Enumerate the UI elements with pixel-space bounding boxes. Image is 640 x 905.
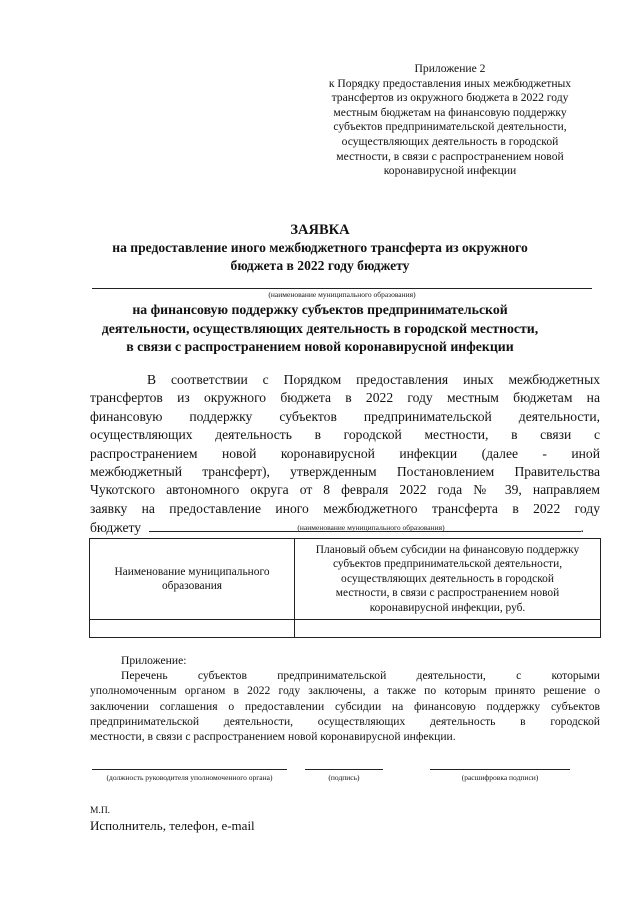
header-line: субъектов предпринимательской деятельности,: [332, 558, 563, 571]
body-line: финансовую поддержку субъектов предпринимательской деятельности,: [90, 408, 600, 424]
column-header-subsidy-amount: [295, 539, 601, 620]
appendix-line: к Порядку предоставления иных межбюджетных: [328, 76, 572, 90]
body-line: В соответствии с Порядком предоставления иных межбюджетных: [147, 372, 600, 387]
document-title: ЗАЯВКА: [290, 222, 350, 238]
executor-contact: Исполнитель, телефон, e-mail: [90, 818, 255, 833]
annex-line: заключении соглашения о предоставлении субсидии на финансовую поддержку субъектов: [90, 699, 600, 713]
body-paragraph: [90, 371, 600, 537]
decoding-signature-line[interactable]: [430, 769, 570, 770]
annex-line: предпринимательской деятельности, осуществляющих деятельность в городской: [90, 714, 600, 728]
purpose-line: в связи с распространением новой коронавирусной инфекции: [126, 339, 514, 355]
subsidy-table: [89, 538, 601, 638]
appendix-line: субъектов предпринимательской деятельности,: [333, 120, 567, 134]
decoding-caption: (расшифровка подписи): [461, 773, 539, 782]
stamp-place: М.П.: [90, 806, 111, 816]
header-line: осуществляющих деятельность в городской: [341, 572, 554, 585]
position-caption: (должность руководителя уполномоченного органа): [106, 773, 273, 782]
subtitle-line: бюджета в 2022 году бюджету: [230, 257, 410, 273]
appendix-line: местным бюджетам на финансовую поддержку: [333, 105, 567, 119]
appendix-reference: [300, 62, 600, 179]
subsidy-amount-cell[interactable]: [295, 620, 601, 638]
table-header-row: [90, 539, 601, 620]
municipality-name-caption: (наименование муниципального образования): [268, 290, 416, 299]
body-line: трансфертов из окружного бюджета в 2022 году местным бюджетам на: [90, 390, 600, 406]
header-line: местности, в связи с распространением новой: [335, 587, 560, 600]
signature-line[interactable]: [305, 769, 383, 770]
body-line: заявку на предоставление иного межбюджетного трансферта в 2022 году: [90, 500, 600, 516]
annex-line: уполномоченным органом в 2022 году заключены, а также по которым принято решение о: [90, 684, 600, 698]
recipient-municipality-caption: (наименование муниципального образования): [297, 523, 445, 532]
body-line: распространением новой коронавирусной инфекции (далее - иной: [90, 445, 600, 461]
municipality-cell[interactable]: [90, 620, 295, 638]
annex-section: [90, 653, 600, 744]
appendix-line: местности, в связи с распространением новой: [336, 149, 564, 163]
body-line: осуществляющих деятельность в городской местности, в связи с: [90, 427, 600, 443]
body-line: Чукотского автономного округа от 8 февраля 2022 года № 39, направляем: [90, 482, 600, 498]
annex-last-line: местности, в связи с распространением новой коронавирусной инфекции.: [90, 729, 456, 743]
table-row: [90, 620, 601, 638]
appendix-line: трансфертов из окружного бюджета в 2022 году: [331, 91, 569, 105]
body-last-line-end: .: [580, 520, 584, 536]
header-line: коронавирусной инфекции, руб.: [369, 601, 526, 614]
body-line: межбюджетный трансферт), утвержденным Постановлением Правительства: [90, 463, 600, 479]
annex-label: Приложение:: [121, 654, 187, 667]
signature-caption: (подпись): [328, 773, 360, 782]
annex-line: Перечень субъектов предпринимательской деятельности, с которыми: [121, 669, 600, 683]
document-purpose: [60, 301, 580, 357]
appendix-line: Приложение 2: [414, 62, 486, 75]
header-line: Плановый объем субсидии на финансовую поддержку: [315, 543, 580, 556]
appendix-line: коронавирусной инфекции: [383, 164, 517, 178]
purpose-line: деятельности, осуществляющих деятельность в городской местности,: [101, 320, 539, 336]
municipality-name-line: [92, 288, 592, 289]
body-last-line-start: бюджету: [90, 520, 142, 536]
appendix-line: осуществляющих деятельность в городской: [341, 134, 559, 148]
column-header-municipality: Наименование муниципального образования: [90, 539, 295, 620]
document-subtitle: [80, 239, 560, 274]
subtitle-line: на предоставление иного межбюджетного трансферта из окружного: [112, 240, 528, 255]
purpose-line: на финансовую поддержку субъектов предпринимательской: [132, 302, 508, 317]
position-signature-line[interactable]: [92, 769, 287, 770]
